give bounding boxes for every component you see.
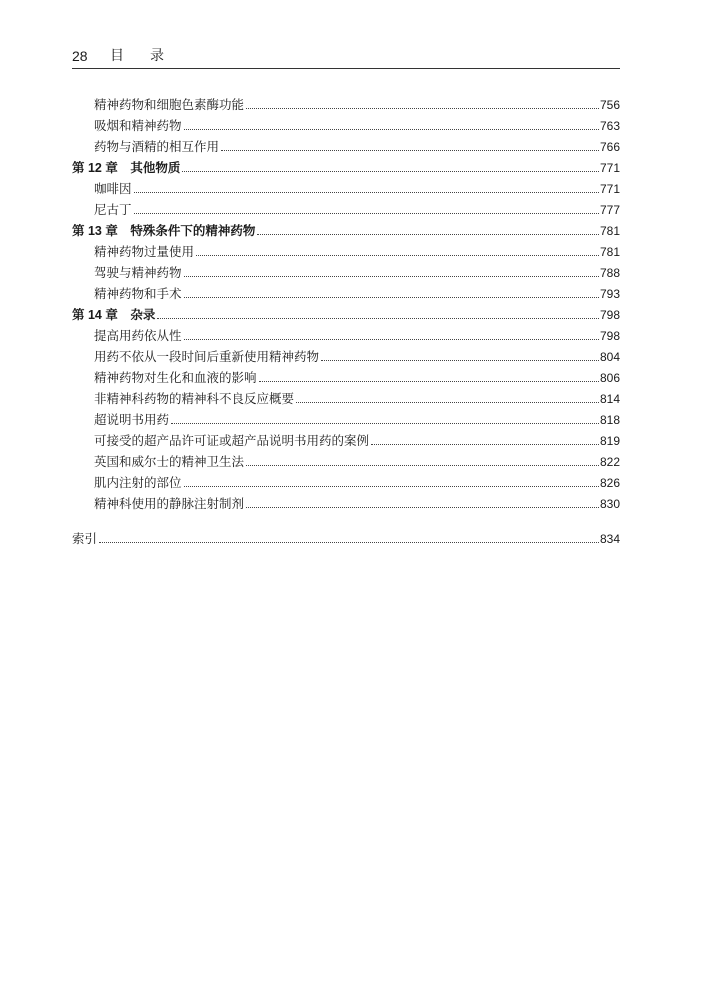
section-title-char: 录 <box>150 48 164 64</box>
dot-leader <box>182 170 599 172</box>
dot-leader <box>184 485 599 487</box>
toc-entry[interactable] <box>72 323 620 344</box>
toc-entry[interactable] <box>72 407 620 428</box>
dot-leader <box>157 317 599 319</box>
toc-entry-page: 781 <box>599 245 620 259</box>
toc-chapter-entry[interactable] <box>72 302 620 323</box>
dot-leader <box>321 359 599 361</box>
toc-entry-title: 咖啡因 <box>94 181 132 196</box>
toc-entry[interactable] <box>72 386 620 407</box>
toc-entry-title: 第 13 章 特殊条件下的精神药物 <box>72 224 256 238</box>
toc-entry[interactable] <box>72 365 620 386</box>
toc-entry[interactable] <box>72 281 620 302</box>
dot-leader <box>371 443 599 445</box>
toc-entry-title: 吸烟和精神药物 <box>94 118 182 133</box>
toc-entry-page: 804 <box>599 350 620 364</box>
page-header <box>72 44 620 69</box>
toc-entry-page: 788 <box>599 266 620 280</box>
dot-leader <box>257 233 599 235</box>
toc-chapter-entry[interactable] <box>72 155 620 176</box>
toc-entry-page: 763 <box>599 119 620 133</box>
toc-entry-title: 精神科使用的静脉注射制剂 <box>94 496 245 511</box>
toc-entry-page: 771 <box>599 182 620 196</box>
toc-entry-title: 可接受的超产品许可证或超产品说明书用药的案例 <box>94 433 370 448</box>
toc-entry-page: 781 <box>599 224 620 238</box>
table-of-contents <box>72 92 620 547</box>
toc-chapter-entry[interactable] <box>72 218 620 239</box>
dot-leader <box>259 380 599 382</box>
toc-entry-page: 826 <box>599 476 620 490</box>
dot-leader <box>171 422 599 424</box>
toc-entry[interactable] <box>72 449 620 470</box>
dot-leader <box>196 254 599 256</box>
toc-entry-page: 806 <box>599 371 620 385</box>
toc-entry-page: 798 <box>599 329 620 343</box>
toc-entry-title: 尼古丁 <box>94 202 132 217</box>
toc-entry-page: 819 <box>599 434 620 448</box>
section-title <box>110 46 190 66</box>
dot-leader <box>184 296 599 298</box>
dot-leader <box>246 107 599 109</box>
toc-entry-page: 798 <box>599 308 620 322</box>
toc-entry-title: 索引 <box>72 531 98 546</box>
toc-entry-title: 肌内注射的部位 <box>94 475 182 490</box>
toc-entry[interactable] <box>72 239 620 260</box>
toc-entry-page: 822 <box>599 455 620 469</box>
dot-leader <box>134 212 599 214</box>
toc-entry-page: 771 <box>599 161 620 175</box>
dot-leader <box>99 541 599 543</box>
toc-entry-title: 第 14 章 杂录 <box>72 308 156 322</box>
section-title-char: 目 <box>110 48 124 64</box>
dot-leader <box>221 149 599 151</box>
toc-entry[interactable] <box>72 428 620 449</box>
toc-entry-title: 英国和威尔士的精神卫生法 <box>94 454 245 469</box>
toc-entry[interactable] <box>72 176 620 197</box>
toc-entry-title: 超说明书用药 <box>94 412 170 427</box>
toc-entry-title: 精神药物和手术 <box>94 286 182 301</box>
toc-entry-page: 814 <box>599 392 620 406</box>
toc-entry-title: 精神药物对生化和血液的影响 <box>94 370 257 385</box>
toc-entry[interactable] <box>72 134 620 155</box>
toc-entry-page: 766 <box>599 140 620 154</box>
toc-entry-title: 精神药物过量使用 <box>94 244 195 259</box>
toc-entry[interactable] <box>72 470 620 491</box>
toc-entry[interactable] <box>72 113 620 134</box>
dot-leader <box>184 275 599 277</box>
dot-leader <box>134 191 599 193</box>
toc-entry-title: 提高用药依从性 <box>94 328 182 343</box>
toc-entry-page: 777 <box>599 203 620 217</box>
toc-entry[interactable] <box>72 92 620 113</box>
toc-entry-title: 药物与酒精的相互作用 <box>94 139 220 154</box>
toc-entry-title: 第 12 章 其他物质 <box>72 161 181 175</box>
toc-entry-title: 用药不依从一段时间后重新使用精神药物 <box>94 349 320 364</box>
toc-entry-page: 818 <box>599 413 620 427</box>
toc-entry-page: 793 <box>599 287 620 301</box>
toc-entry[interactable] <box>72 491 620 512</box>
dot-leader <box>184 128 599 130</box>
toc-entry[interactable] <box>72 197 620 218</box>
toc-entry[interactable] <box>72 344 620 365</box>
toc-entry-title: 驾驶与精神药物 <box>94 265 182 280</box>
toc-index-entry[interactable] <box>72 526 620 547</box>
toc-entry-title: 非精神科药物的精神科不良反应概要 <box>94 391 295 406</box>
page-number: 28 <box>72 48 88 64</box>
toc-entry[interactable] <box>72 260 620 281</box>
dot-leader <box>184 338 599 340</box>
dot-leader <box>246 464 599 466</box>
toc-entry-page: 834 <box>599 532 620 546</box>
toc-entry-page: 756 <box>599 98 620 112</box>
toc-entry-page: 830 <box>599 497 620 511</box>
dot-leader <box>246 506 599 508</box>
dot-leader <box>296 401 599 403</box>
toc-entry-title: 精神药物和细胞色素酶功能 <box>94 97 245 112</box>
